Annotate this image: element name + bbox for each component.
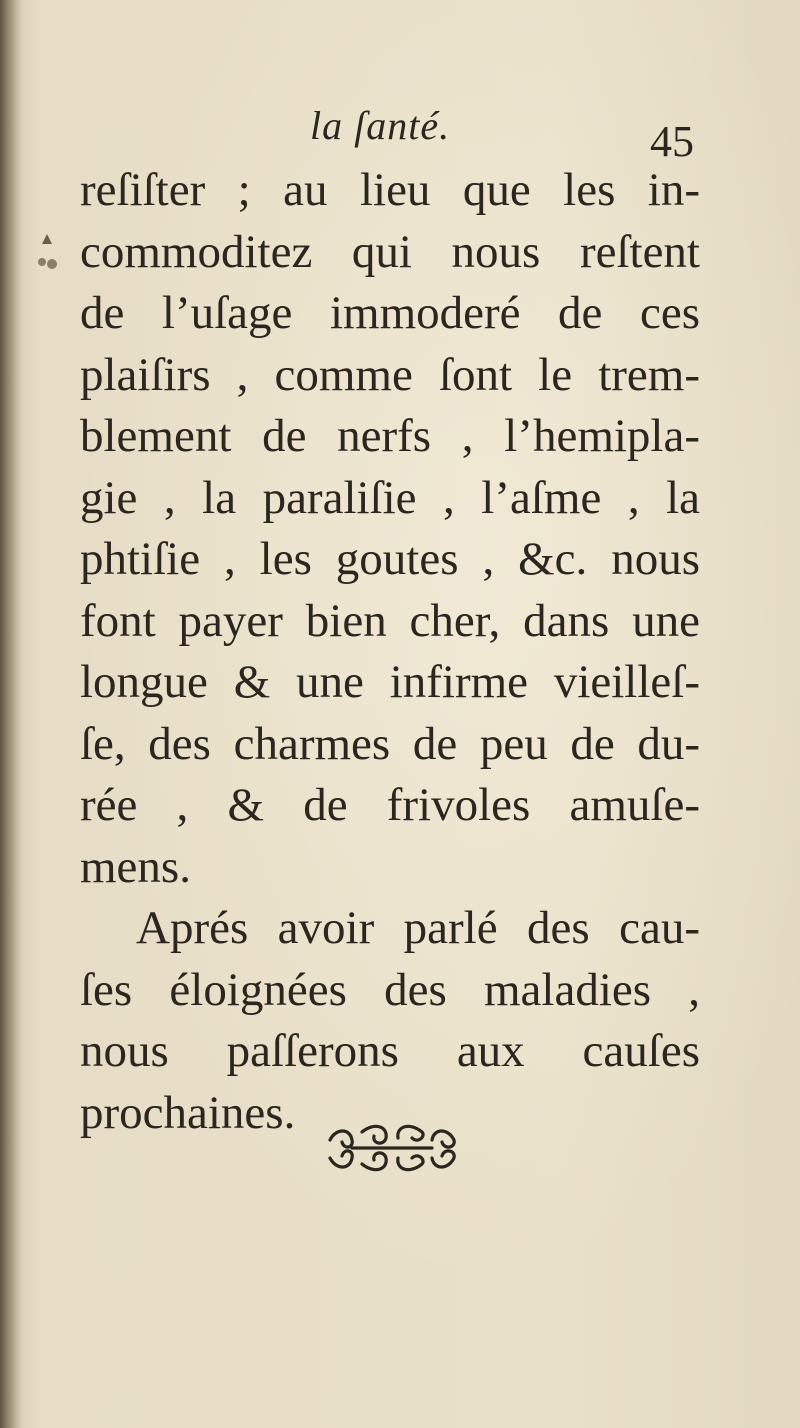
text-line: ſes éloignées des maladies , [80,963,700,1016]
text-line: phtiſie , les goutes , &c. nous [80,533,700,585]
text-line: mens. [80,840,191,893]
body-text [80,160,700,1144]
gutter-shadow [0,0,22,1428]
text-line: blement de nerfs , l’hemipla- [80,410,700,462]
margin-mark-icon [30,232,64,280]
text-line: Aprés avoir parlé des cau- [136,902,700,954]
text-line: de l’uſage immoderé de ces [80,287,700,339]
text-line: commoditez qui nous reſtent [80,225,700,278]
text-line: reſiſter ; au lieu que les in- [80,164,700,216]
text-line: nous paſſerons aux cauſes [80,1025,700,1077]
fleuron-ornament-icon [322,1118,462,1176]
text-line: plaiſirs , comme ſont le trem- [80,348,700,401]
text-line: gie , la paraliſie , l’aſme , la [80,471,700,524]
text-line: font payer bien cher, dans une [80,594,700,647]
text-line: ſe, des charmes de peu de du- [80,717,700,770]
running-title: la ſanté. [310,103,451,148]
page-number: 45 [650,117,694,166]
text-line: prochaines. [80,1086,296,1139]
text-line: longue & une infirme vieilleſ- [80,656,700,708]
running-head [0,100,800,166]
text-line: rée , & de frivoles amuſe- [80,779,700,831]
